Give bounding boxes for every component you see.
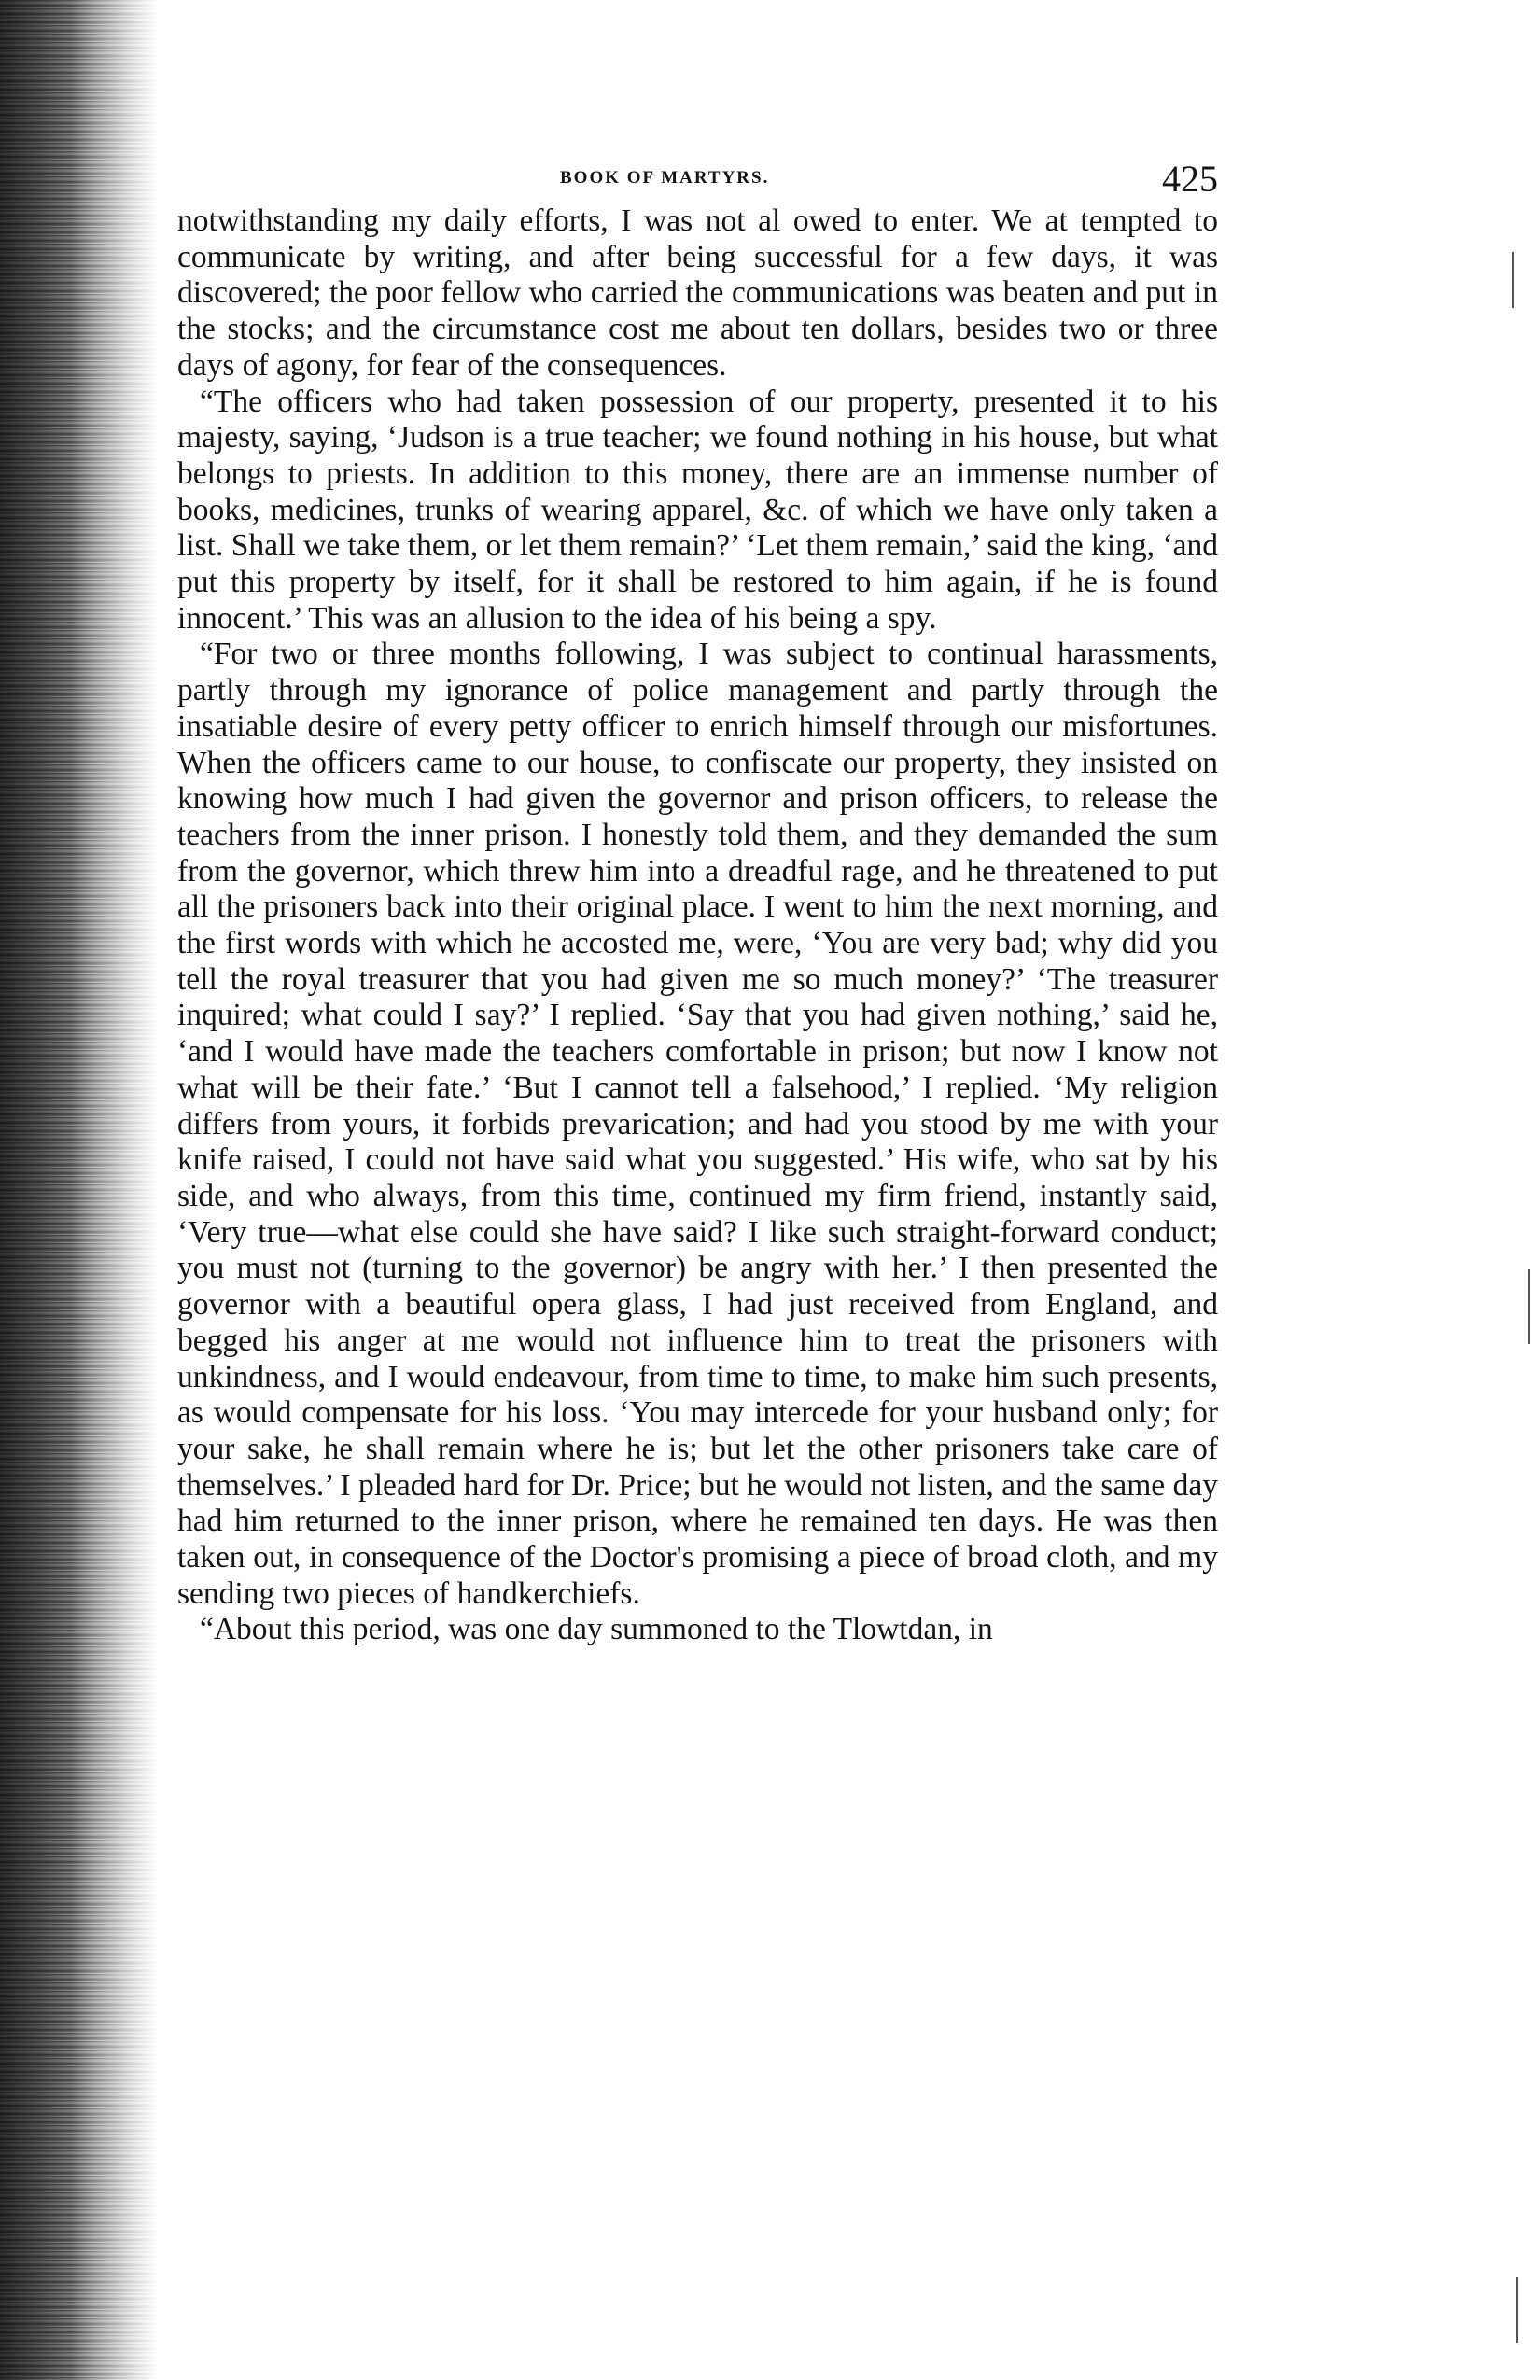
page-number: 425 bbox=[1162, 158, 1218, 200]
scan-edge-mark bbox=[1512, 252, 1514, 308]
paragraph: “The officers who had taken possession of our property, presented it to his majesty, saying, ‘Judson is a true teacher; we found nothing in his house, but what belongs to priests. In addition to this money, there are an immense number of books, medicines, trunks of wearing apparel, &c. of which we have only taken a list. Shall we take them, or let them remain?’ ‘Let them remain,’ said the king, ‘and put this property by itself, for it shall be restored to him again, if he is found innocent.’ This was an allusion to the idea of his being a spy. bbox=[177, 384, 1218, 636]
scan-edge-mark bbox=[1528, 1269, 1530, 1344]
running-title: BOOK OF MARTYRS. bbox=[560, 168, 770, 188]
scan-edge-mark bbox=[1516, 2277, 1518, 2343]
body-text bbox=[177, 203, 1218, 1648]
book-spine-gutter bbox=[0, 0, 159, 2380]
paragraph: “About this period, was one day summoned to the Tlowtdan, in bbox=[200, 1612, 993, 1647]
paragraph: “For two or three months following, I was subject to continual harassments, partly through my ignorance of police management and partly through the insatiable desire of every petty officer to enrich himself through our misfortunes. When the officers came to our house, to confiscate our property, they insisted on knowing how much I had given the governor and prison officers, to release the teachers from the inner prison. I honestly told them, and they demanded the sum from the governor, which threw him into a dreadful rage, and he threatened to put all the prisoners back into their original place. I went to him the next morning, and the first words with which he accosted me, were, ‘You are very bad; why did you tell the royal treasurer that you had given me so much money?’ ‘The treasurer inquired; what could I say?’ I replied. ‘Say that you had given nothing,’ said he, ‘and I would have made the teachers comfortable in prison; but now I know not what will be their fate.’ ‘But I cannot tell a falsehood,’ I replied. ‘My religion differs from yours, it forbids prevarication; and had you stood by me with your knife raised, I could not have said what you suggested.’ His wife, who sat by his side, and who always, from this time, continued my firm friend, instantly said, ‘Very true—what else could she have said? I like such straight-forward conduct; you must not (turning to the governor) be angry with her.’ I then presented the governor with a beautiful opera glass, I had just received from England, and begged his anger at me would not influence him to treat the prisoners with unkindness, and I would endeavour, from time to time, to make him such presents, as would compensate for his loss. ‘You may intercede for your husband only; for your sake, he shall remain where he is; but let the other prisoners take care of themselves.’ I pleaded hard for Dr. Price; but he would not listen, and the same day had him returned to the inner prison, where he remained ten days. He was then taken out, in consequence of the Doctor's promising a piece of broad cloth, and my sending two pieces of handkerchiefs. bbox=[177, 637, 1218, 1611]
paragraph: notwithstanding my daily efforts, I was not al owed to enter. We at tempted to communicate by writing, and after being successful for a few days, it was discovered; the poor fellow who carried the communications was beaten and put in the stocks; and the circumstance cost me about ten dollars, besides two or three days of agony, for fear of the consequences. bbox=[177, 203, 1218, 383]
